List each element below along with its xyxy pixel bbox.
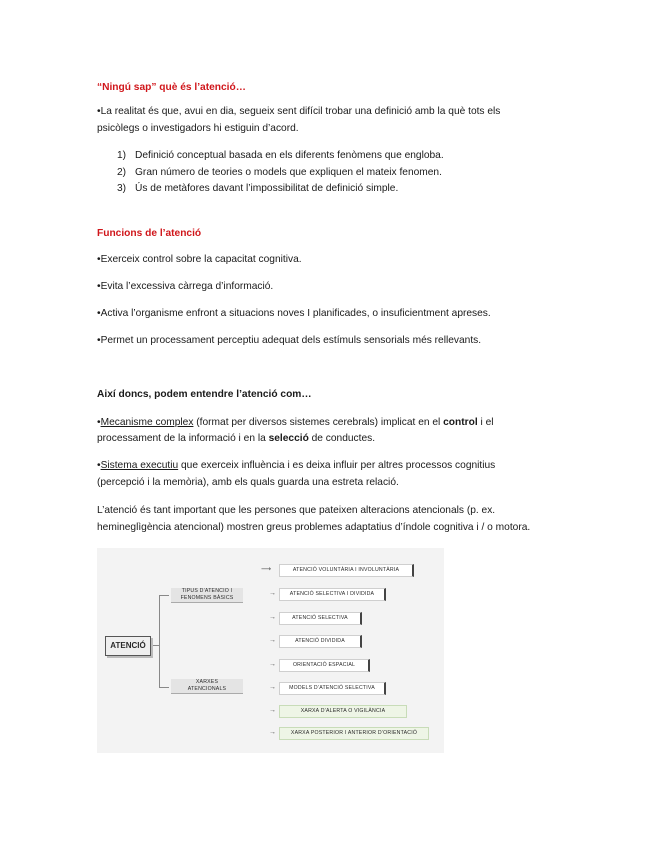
diagram-leaf: ORIENTACIÓ ESPACIAL [279, 659, 370, 672]
bullet-mark: • [97, 417, 101, 428]
list-number: 1) [117, 150, 127, 161]
diagram-leaf: ATENCIÓ VOLUNTÀRIA I INVOLUNTÀRIA [279, 564, 414, 577]
diagram-root-atencio: ATENCIÓ [105, 636, 151, 656]
attention-diagram [97, 548, 444, 753]
definition-line [97, 458, 495, 474]
arrow-icon: → [269, 684, 276, 691]
closing-line: hemineglìgència atencional) mostren greus problemes adaptatius d’índole cognitiva i / o motora. [97, 522, 531, 533]
text-span: i el [477, 417, 494, 428]
list-number: 2) [117, 166, 127, 178]
arrow-icon: → [269, 661, 276, 668]
text-span: (format per diversos sistemes cerebrals) implicat en el [193, 417, 444, 428]
paragraph-line: psicòlegs o investigadors hi estiguin d’acord. [97, 123, 299, 134]
bullet-item: •Permet un processament perceptiu adequat dels estímuls sensorials més rellevants. [97, 335, 482, 346]
diagram-leaf: ATENCIÓ SELECTIVA I DIVIDIDA [279, 588, 386, 601]
diagram-group-xarxes [171, 679, 243, 694]
list-text: Definició conceptual basada en els diferents fenòmens que engloba. [135, 150, 444, 161]
connector-line [159, 595, 160, 687]
paragraph-line: •La realitat és que, avui en dia, segueix sent difícil trobar una definició amb la què tots els [97, 106, 501, 117]
keyword-seleccio: selecció [268, 433, 309, 444]
list-text: Gran número de teories o models que expliquen el mateix fenomen. [135, 166, 442, 178]
keyword-control: control [443, 417, 478, 428]
section-title-ningu-sap: “Ningú sap” què és l’atenció… [97, 82, 246, 93]
definition-line [97, 415, 494, 431]
text-span: processament de la informació i en la [97, 433, 269, 444]
arrow-icon: → [269, 729, 276, 736]
diagram-leaf: ATENCIÓ SELECTIVA [279, 612, 362, 625]
bullet-item: •Exerceix control sobre la capacitat cognitiva. [97, 254, 302, 265]
group-label: ATENCIONALS [187, 686, 227, 692]
bullet-mark: • [97, 460, 101, 471]
connector-line [159, 687, 169, 688]
section-title-aixi-doncs: Així doncs, podem entendre l’atenció com… [97, 389, 312, 400]
arrow-icon: ⟶ [261, 566, 272, 573]
connector-line [159, 595, 169, 596]
diagram-group-tipus [171, 588, 243, 603]
list-text: Ús de metàfores davant l’impossibilitat de definició simple. [135, 183, 399, 194]
bullet-item: •Evita l’excessiva càrrega d’informació. [97, 281, 274, 292]
list-number: 3) [117, 183, 127, 194]
arrow-icon: → [269, 637, 276, 644]
closing-line: L’atenció és tant important que les persones que pateixen alteracions atencionals (p. ex. [97, 505, 496, 516]
term-mecanisme-complex: Mecanisme complex [100, 417, 194, 428]
list-item [117, 165, 442, 182]
diagram-leaf: MODELS D’ATENCIÓ SELECTIVA [279, 682, 386, 695]
list-item [117, 181, 398, 198]
group-label: XARXES [195, 679, 219, 685]
section-title-funcions: Funcions de l’atenció [97, 228, 202, 239]
arrow-icon: → [269, 707, 276, 714]
group-label: TIPUS D’ATENCIÓ I [181, 588, 233, 594]
arrow-icon: → [269, 590, 276, 597]
definition-line: (percepció i la memòria), amb els quals guarda una estreta relació. [97, 477, 399, 488]
list-item [117, 148, 444, 165]
diagram-leaf: XARXA POSTERIOR I ANTERIOR D’ORIENTACIÓ [279, 727, 429, 740]
group-label: FENOMENS BÀSICS [180, 595, 234, 601]
term-sistema-executiu: Sistema executiu [100, 460, 179, 471]
definition-line [97, 431, 375, 447]
arrow-icon: → [269, 614, 276, 621]
diagram-leaf: XARXA D’ALERTA O VIGILÀNCIA [279, 705, 407, 718]
diagram-leaf: ATENCIÓ DIVIDIDA [279, 635, 362, 648]
text-span: de conductes. [308, 433, 376, 444]
text-span: que exerceix influència i es deixa influir per altres processos cognitius [178, 460, 496, 471]
bullet-item: •Activa l’organisme enfront a situacions noves I planificades, o insuficientment apreses. [97, 308, 491, 319]
